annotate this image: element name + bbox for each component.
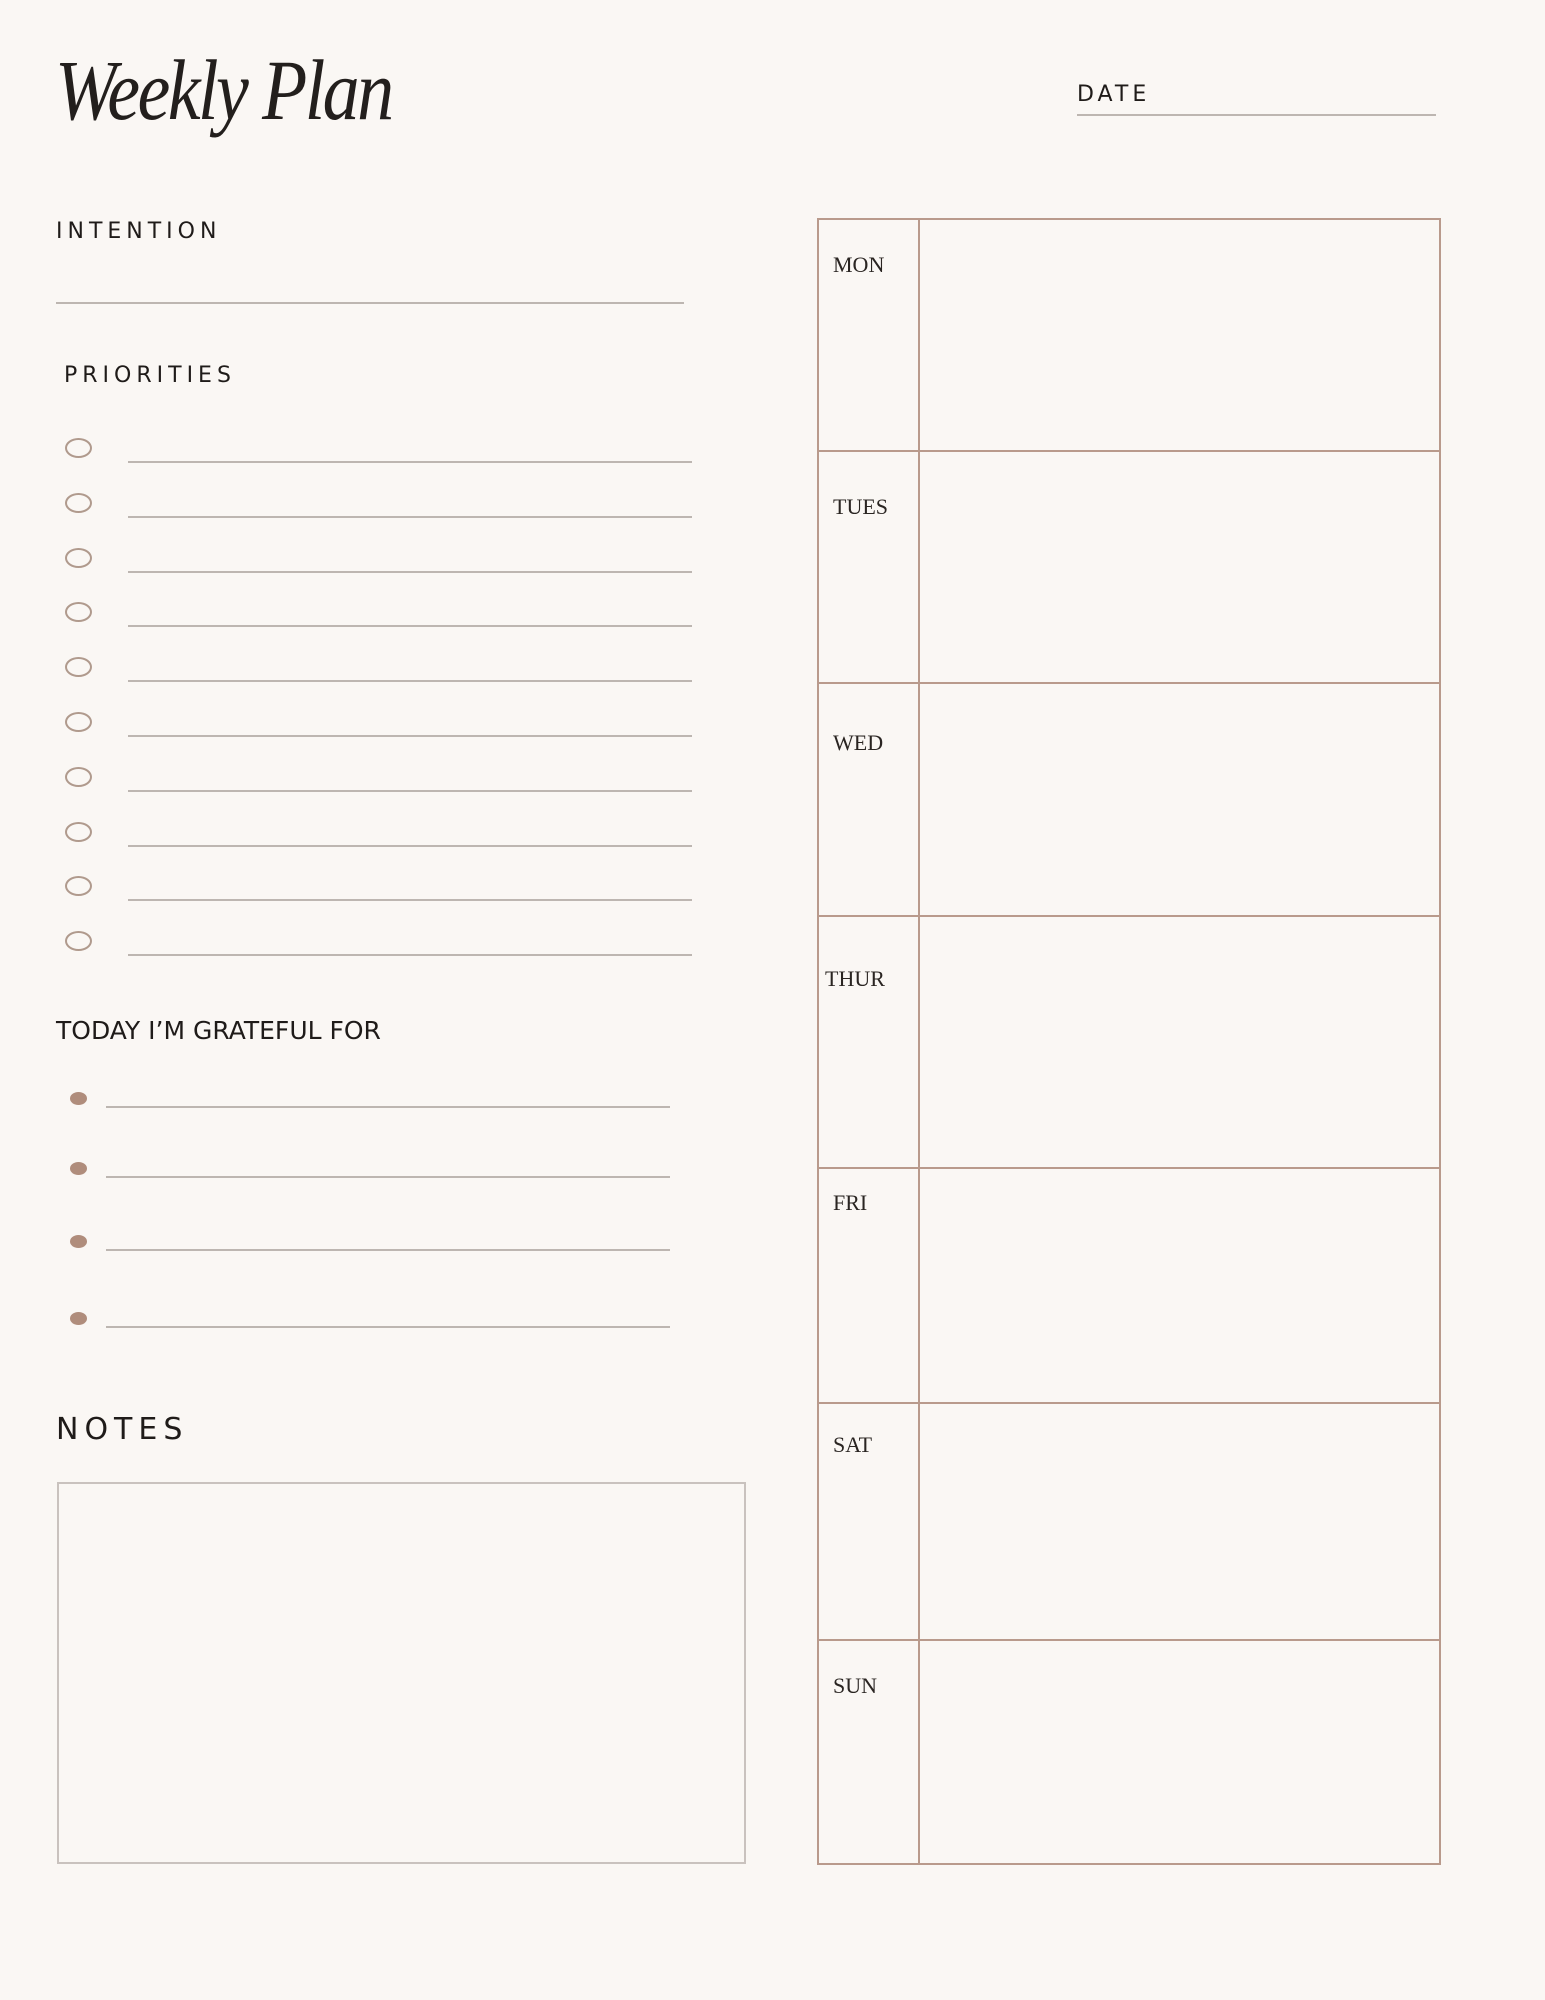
priority-checkbox[interactable] <box>65 712 92 732</box>
grateful-line[interactable] <box>106 1249 670 1251</box>
priority-checkbox[interactable] <box>65 876 92 896</box>
day-entry-fri[interactable] <box>920 1169 1439 1402</box>
day-entry-tues[interactable] <box>920 452 1439 682</box>
grateful-line[interactable] <box>106 1106 670 1108</box>
priorities-label: PRIORITIES <box>64 363 236 388</box>
priority-line[interactable] <box>128 899 692 901</box>
priority-line[interactable] <box>128 680 692 682</box>
grateful-bullet <box>70 1235 87 1248</box>
priority-checkbox[interactable] <box>65 767 92 787</box>
day-label-sun: SUN <box>833 1673 878 1698</box>
intention-line[interactable] <box>56 302 684 304</box>
notes-label: NOTES <box>56 1412 189 1447</box>
grateful-line[interactable] <box>106 1326 670 1328</box>
page-title: Weekly Plan <box>55 42 392 138</box>
priority-line[interactable] <box>128 735 692 737</box>
date-line[interactable] <box>1077 114 1436 116</box>
day-label-thur: THUR <box>825 966 885 991</box>
priority-line[interactable] <box>128 845 692 847</box>
day-label-wed: WED <box>833 730 884 755</box>
grateful-bullet <box>70 1312 87 1325</box>
priority-line[interactable] <box>128 625 692 627</box>
notes-box[interactable] <box>57 1482 746 1864</box>
priority-line[interactable] <box>128 516 692 518</box>
priority-checkbox[interactable] <box>65 822 92 842</box>
priority-line[interactable] <box>128 790 692 792</box>
priority-line[interactable] <box>128 461 692 463</box>
grateful-label: TODAY I’M GRATEFUL FOR <box>56 1016 381 1045</box>
day-label-sat: SAT <box>833 1432 873 1457</box>
priority-checkbox[interactable] <box>65 657 92 677</box>
day-label-fri: FRI <box>833 1190 868 1215</box>
priority-line[interactable] <box>128 954 692 956</box>
priority-checkbox[interactable] <box>65 548 92 568</box>
priority-checkbox[interactable] <box>65 931 92 951</box>
day-label-tues: TUES <box>833 494 888 519</box>
day-entry-sat[interactable] <box>920 1404 1439 1639</box>
priority-checkbox[interactable] <box>65 493 92 513</box>
priority-checkbox[interactable] <box>65 602 92 622</box>
date-label: DATE <box>1077 82 1151 107</box>
day-entry-thur[interactable] <box>920 917 1439 1167</box>
day-label-mon: MON <box>833 252 885 277</box>
day-entry-sun[interactable] <box>920 1641 1439 1865</box>
grateful-bullet <box>70 1162 87 1175</box>
grateful-line[interactable] <box>106 1176 670 1178</box>
day-entry-wed[interactable] <box>920 684 1439 915</box>
day-entry-mon[interactable] <box>920 220 1439 450</box>
priority-line[interactable] <box>128 571 692 573</box>
intention-label: INTENTION <box>56 219 222 244</box>
grateful-bullet <box>70 1092 87 1105</box>
priority-checkbox[interactable] <box>65 438 92 458</box>
